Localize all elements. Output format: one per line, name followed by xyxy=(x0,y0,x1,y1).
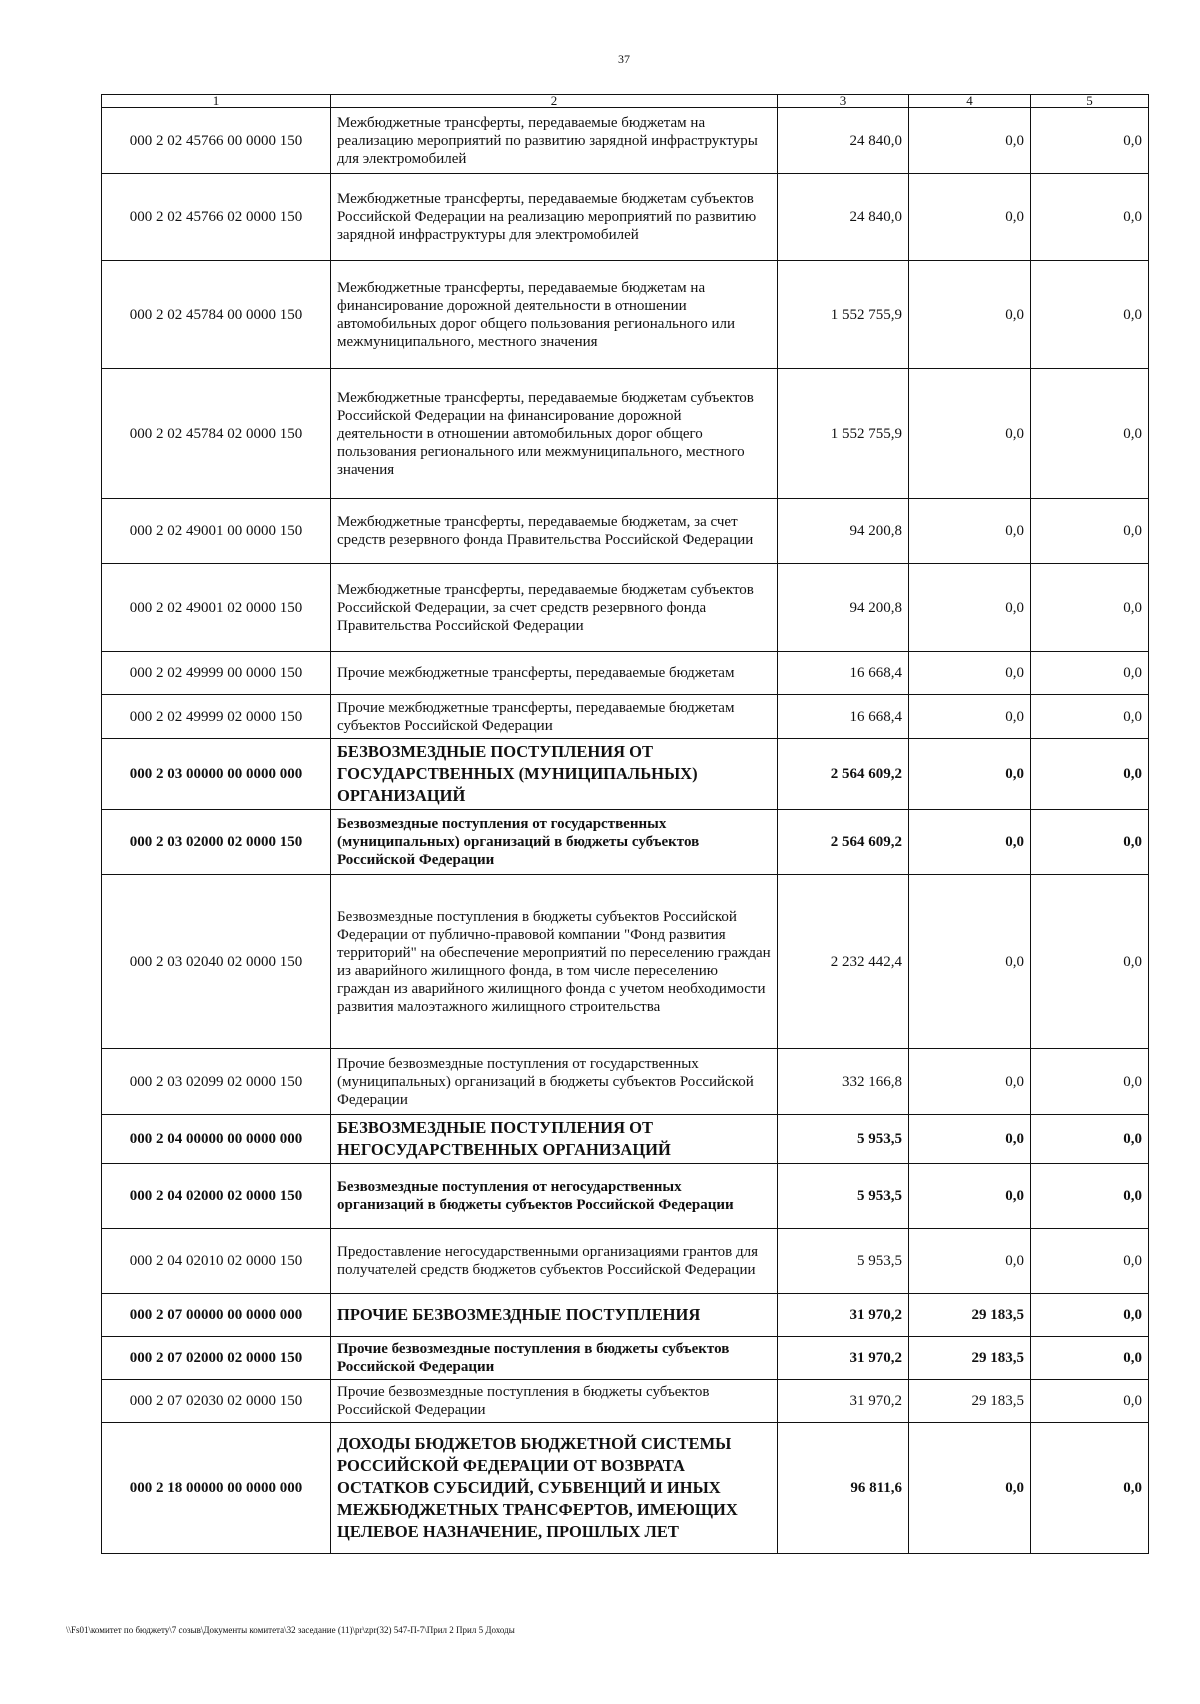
table-row xyxy=(102,369,1149,499)
budget-code: 000 2 03 02000 02 0000 150 xyxy=(102,810,331,875)
item-description: БЕЗВОЗМЕЗДНЫЕ ПОСТУПЛЕНИЯ ОТ ГОСУДАРСТВЕННЫХ (МУНИЦИПАЛЬНЫХ) ОРГАНИЗАЦИЙ xyxy=(331,739,778,810)
header-col-5: 5 xyxy=(1031,95,1149,108)
budget-code: 000 2 03 00000 00 0000 000 xyxy=(102,739,331,810)
table-row xyxy=(102,564,1149,652)
header-row xyxy=(102,95,1149,108)
budget-code: 000 2 03 02040 02 0000 150 xyxy=(102,875,331,1049)
table-row xyxy=(102,1380,1149,1423)
amount-col-3: 2 232 442,4 xyxy=(778,875,909,1049)
item-description: Прочие межбюджетные трансферты, передаваемые бюджетам субъектов Российской Федерации xyxy=(331,695,778,739)
amount-col-5: 0,0 xyxy=(1031,695,1149,739)
budget-code: 000 2 02 49999 00 0000 150 xyxy=(102,652,331,695)
item-description: Межбюджетные трансферты, передаваемые бюджетам субъектов Российской Федерации на реализацию мероприятий по развитию зарядной инфраструктуры для электромобилей xyxy=(331,174,778,261)
header-col-3: 3 xyxy=(778,95,909,108)
amount-col-5: 0,0 xyxy=(1031,875,1149,1049)
budget-code: 000 2 02 45766 02 0000 150 xyxy=(102,174,331,261)
budget-code: 000 2 02 45766 00 0000 150 xyxy=(102,108,331,174)
page-number: 37 xyxy=(618,52,630,66)
item-description: Прочие безвозмездные поступления в бюджеты субъектов Российской Федерации xyxy=(331,1337,778,1380)
amount-col-5: 0,0 xyxy=(1031,1380,1149,1423)
amount-col-4: 0,0 xyxy=(909,499,1031,564)
amount-col-3: 16 668,4 xyxy=(778,695,909,739)
table-row xyxy=(102,174,1149,261)
item-description: Прочие безвозмездные поступления от государственных (муниципальных) организаций в бюджеты субъектов Российской Федерации xyxy=(331,1049,778,1115)
amount-col-4: 0,0 xyxy=(909,261,1031,369)
item-description: Межбюджетные трансферты, передаваемые бюджетам, за счет средств резервного фонда Правительства Российской Федерации xyxy=(331,499,778,564)
item-description: Безвозмездные поступления в бюджеты субъектов Российской Федерации от публично-правовой компании "Фонд развития территорий" на обеспечение мероприятий по переселению граждан из аварийного жилищного фонда, в том числе переселению граждан из аварийного жилищного фонда с учетом необходимости развития малоэтажного жилищного строительства xyxy=(331,875,778,1049)
amount-col-5: 0,0 xyxy=(1031,1337,1149,1380)
budget-code: 000 2 04 00000 00 0000 000 xyxy=(102,1115,331,1164)
item-description: Безвозмездные поступления от негосударственных организаций в бюджеты субъектов Российской Федерации xyxy=(331,1164,778,1229)
budget-code: 000 2 07 00000 00 0000 000 xyxy=(102,1294,331,1337)
table-row xyxy=(102,875,1149,1049)
amount-col-3: 94 200,8 xyxy=(778,564,909,652)
amount-col-3: 332 166,8 xyxy=(778,1049,909,1115)
amount-col-3: 96 811,6 xyxy=(778,1423,909,1554)
budget-code: 000 2 04 02010 02 0000 150 xyxy=(102,1229,331,1294)
amount-col-4: 0,0 xyxy=(909,564,1031,652)
item-description: Предоставление негосударственными организациями грантов для получателей средств бюджетов субъектов Российской Федерации xyxy=(331,1229,778,1294)
amount-col-5: 0,0 xyxy=(1031,564,1149,652)
budget-code: 000 2 07 02030 02 0000 150 xyxy=(102,1380,331,1423)
revenue-table xyxy=(101,94,1149,1554)
table-row xyxy=(102,261,1149,369)
item-description: Межбюджетные трансферты, передаваемые бюджетам на реализацию мероприятий по развитию зарядной инфраструктуры для электромобилей xyxy=(331,108,778,174)
table-row xyxy=(102,739,1149,810)
budget-code: 000 2 03 02099 02 0000 150 xyxy=(102,1049,331,1115)
table-row xyxy=(102,1164,1149,1229)
amount-col-5: 0,0 xyxy=(1031,1423,1149,1554)
amount-col-3: 24 840,0 xyxy=(778,108,909,174)
file-path-footer: \\Fs01\комитет по бюджету\7 созыв\Документы комитета\32 заседание (11)\pr\zpr(32) 547-П-7\Прил 2 Прил 5 Доходы xyxy=(66,1625,515,1635)
table-row xyxy=(102,108,1149,174)
amount-col-3: 94 200,8 xyxy=(778,499,909,564)
amount-col-5: 0,0 xyxy=(1031,174,1149,261)
amount-col-3: 24 840,0 xyxy=(778,174,909,261)
amount-col-3: 2 564 609,2 xyxy=(778,739,909,810)
amount-col-3: 31 970,2 xyxy=(778,1380,909,1423)
amount-col-5: 0,0 xyxy=(1031,1049,1149,1115)
amount-col-3: 5 953,5 xyxy=(778,1115,909,1164)
budget-code: 000 2 02 49999 02 0000 150 xyxy=(102,695,331,739)
amount-col-4: 0,0 xyxy=(909,1423,1031,1554)
item-description: Прочие межбюджетные трансферты, передаваемые бюджетам xyxy=(331,652,778,695)
amount-col-3: 1 552 755,9 xyxy=(778,369,909,499)
amount-col-4: 0,0 xyxy=(909,174,1031,261)
budget-code: 000 2 07 02000 02 0000 150 xyxy=(102,1337,331,1380)
amount-col-4: 0,0 xyxy=(909,1115,1031,1164)
amount-col-5: 0,0 xyxy=(1031,261,1149,369)
amount-col-4: 0,0 xyxy=(909,1229,1031,1294)
header-col-4: 4 xyxy=(909,95,1031,108)
amount-col-3: 2 564 609,2 xyxy=(778,810,909,875)
table-row xyxy=(102,810,1149,875)
amount-col-5: 0,0 xyxy=(1031,108,1149,174)
amount-col-4: 0,0 xyxy=(909,810,1031,875)
amount-col-5: 0,0 xyxy=(1031,810,1149,875)
amount-col-5: 0,0 xyxy=(1031,739,1149,810)
amount-col-4: 0,0 xyxy=(909,1164,1031,1229)
amount-col-3: 31 970,2 xyxy=(778,1294,909,1337)
table-row xyxy=(102,1423,1149,1554)
amount-col-5: 0,0 xyxy=(1031,1294,1149,1337)
amount-col-5: 0,0 xyxy=(1031,652,1149,695)
amount-col-5: 0,0 xyxy=(1031,369,1149,499)
budget-code: 000 2 04 02000 02 0000 150 xyxy=(102,1164,331,1229)
amount-col-4: 0,0 xyxy=(909,695,1031,739)
item-description: БЕЗВОЗМЕЗДНЫЕ ПОСТУПЛЕНИЯ ОТ НЕГОСУДАРСТВЕННЫХ ОРГАНИЗАЦИЙ xyxy=(331,1115,778,1164)
amount-col-5: 0,0 xyxy=(1031,1164,1149,1229)
amount-col-5: 0,0 xyxy=(1031,1115,1149,1164)
amount-col-3: 16 668,4 xyxy=(778,652,909,695)
budget-code: 000 2 18 00000 00 0000 000 xyxy=(102,1423,331,1554)
amount-col-4: 0,0 xyxy=(909,652,1031,695)
amount-col-5: 0,0 xyxy=(1031,499,1149,564)
item-description: Межбюджетные трансферты, передаваемые бюджетам на финансирование дорожной деятельности в отношении автомобильных дорог общего пользования регионального или межмуниципального, местного значения xyxy=(331,261,778,369)
amount-col-4: 0,0 xyxy=(909,369,1031,499)
amount-col-4: 0,0 xyxy=(909,739,1031,810)
item-description: Прочие безвозмездные поступления в бюджеты субъектов Российской Федерации xyxy=(331,1380,778,1423)
amount-col-3: 1 552 755,9 xyxy=(778,261,909,369)
table-row xyxy=(102,695,1149,739)
budget-code: 000 2 02 49001 02 0000 150 xyxy=(102,564,331,652)
amount-col-4: 29 183,5 xyxy=(909,1337,1031,1380)
amount-col-4: 0,0 xyxy=(909,875,1031,1049)
amount-col-3: 31 970,2 xyxy=(778,1337,909,1380)
item-description: Безвозмездные поступления от государственных (муниципальных) организаций в бюджеты субъектов Российской Федерации xyxy=(331,810,778,875)
table-row xyxy=(102,1337,1149,1380)
item-description: ПРОЧИЕ БЕЗВОЗМЕЗДНЫЕ ПОСТУПЛЕНИЯ xyxy=(331,1294,778,1337)
table-row xyxy=(102,652,1149,695)
item-description: Межбюджетные трансферты, передаваемые бюджетам субъектов Российской Федерации, за счет средств резервного фонда Правительства Российской Федерации xyxy=(331,564,778,652)
table-row xyxy=(102,1115,1149,1164)
amount-col-4: 29 183,5 xyxy=(909,1380,1031,1423)
table-row xyxy=(102,499,1149,564)
table-row xyxy=(102,1049,1149,1115)
amount-col-5: 0,0 xyxy=(1031,1229,1149,1294)
amount-col-4: 0,0 xyxy=(909,1049,1031,1115)
header-col-1: 1 xyxy=(102,95,331,108)
budget-code: 000 2 02 45784 02 0000 150 xyxy=(102,369,331,499)
table-row xyxy=(102,1229,1149,1294)
amount-col-3: 5 953,5 xyxy=(778,1229,909,1294)
amount-col-4: 0,0 xyxy=(909,108,1031,174)
item-description: Межбюджетные трансферты, передаваемые бюджетам субъектов Российской Федерации на финансирование дорожной деятельности в отношении автомобильных дорог общего пользования регионального или межмуниципального, местного значения xyxy=(331,369,778,499)
budget-code: 000 2 02 49001 00 0000 150 xyxy=(102,499,331,564)
header-col-2: 2 xyxy=(331,95,778,108)
table-row xyxy=(102,1294,1149,1337)
item-description: ДОХОДЫ БЮДЖЕТОВ БЮДЖЕТНОЙ СИСТЕМЫ РОССИЙСКОЙ ФЕДЕРАЦИИ ОТ ВОЗВРАТА ОСТАТКОВ СУБСИДИЙ, СУБВЕНЦИЙ И ИНЫХ МЕЖБЮДЖЕТНЫХ ТРАНСФЕРТОВ, ИМЕЮЩИХ ЦЕЛЕВОЕ НАЗНАЧЕНИЕ, ПРОШЛЫХ ЛЕТ xyxy=(331,1423,778,1554)
amount-col-3: 5 953,5 xyxy=(778,1164,909,1229)
budget-code: 000 2 02 45784 00 0000 150 xyxy=(102,261,331,369)
amount-col-4: 29 183,5 xyxy=(909,1294,1031,1337)
